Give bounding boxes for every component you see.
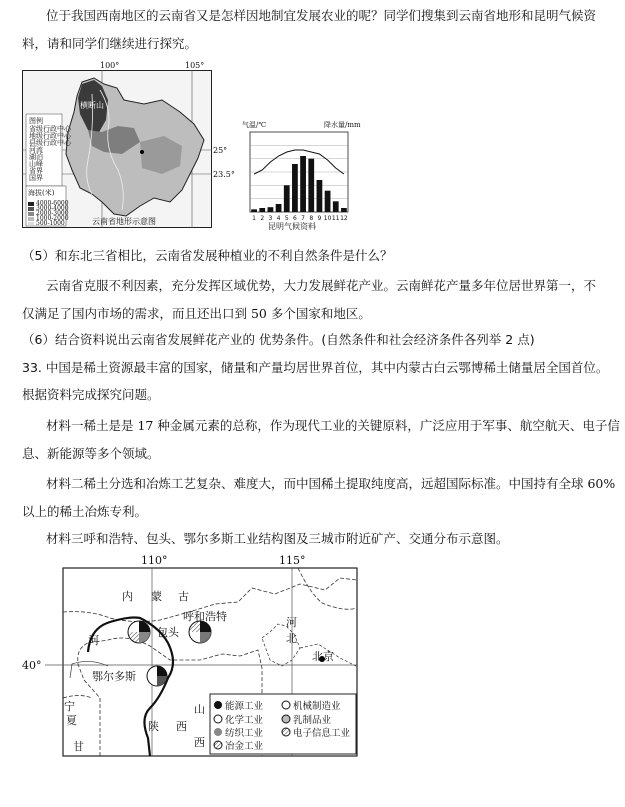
material-2-line-1: 材料二稀土分选和冶炼工艺复杂、难度大，而中国稀土提取纯度高，远超国际标准。中国持有全球 60% <box>46 476 616 491</box>
province-label: 陕 <box>148 720 159 733</box>
legend-label: 化学工业 <box>225 715 264 726</box>
month-tick-label: 3 <box>268 215 273 222</box>
province-label: 西 <box>176 720 187 733</box>
lon-100-label: 100° <box>100 61 120 70</box>
q5-answer-line-2: 仅满足了国内市场的需求，而且还出口到 50 多个国家和地区。 <box>22 306 371 321</box>
province-label: 蒙 <box>151 590 162 603</box>
q6-question: （6）结合资料说出云南省发展鲜花产业的 优势条件。(自然条件和社会经济条件各列举 2 点) <box>22 332 535 347</box>
legend-title: 图例 <box>29 117 43 125</box>
material-3: 材料三呼和浩特、包头、鄂尔多斯工业结构图及三城市附近矿产、交通分布示意图。 <box>46 531 509 546</box>
elevation-item: 1000-2000 <box>36 215 69 222</box>
city-label-baotou: 包头 <box>157 626 179 639</box>
mountain-label: 横断山 <box>80 101 104 110</box>
province-label: 西 <box>194 736 205 749</box>
month-tick-label: 9 <box>317 215 322 222</box>
elevation-title: 海拔(米) <box>28 189 55 197</box>
intro-line-1: 位于我国西南地区的云南省又是怎样因地制宜发展农业的呢？同学们搜集到云南省地形和昆明气候资 <box>46 8 597 23</box>
q5-answer-line-1: 云南省克服不利因素，充分发挥区域优势，大力发展鲜花产业。云南鲜花产量多年位居世界第一，不 <box>46 278 597 293</box>
legend-item: 省界 <box>29 167 43 175</box>
kunming-chart-svg <box>232 128 367 232</box>
month-tick-label: 10 <box>323 215 332 222</box>
province-label: 夏 <box>66 714 77 727</box>
legend-label: 电子信息工业 <box>293 728 351 739</box>
industry-map <box>0 548 360 758</box>
province-label: 宁 <box>64 700 75 713</box>
lat-40-label: 40° <box>22 659 42 672</box>
yunnan-map-caption: 云南省地形示意图 <box>92 217 156 226</box>
month-tick-label: 6 <box>293 215 297 222</box>
month-tick-label: 12 <box>340 215 348 222</box>
elevation-item: 500-1000 <box>36 220 65 227</box>
legend-item: 山峰 <box>29 160 43 168</box>
legend-label: 乳制品业 <box>293 715 332 726</box>
elevation-item: 3000-4000 <box>36 205 69 212</box>
province-label: 古 <box>178 590 189 603</box>
chart-right-unit: 降水量/mm <box>324 121 361 129</box>
precip-bar <box>276 204 282 212</box>
province-label: 山 <box>194 703 205 716</box>
material-1-line-1: 材料一稀土是是 17 种金属元素的总称，作为现代工业的关键原料，广泛应用于军事、航空航天、电子信 <box>46 418 620 433</box>
lon-115-label: 115° <box>279 554 306 567</box>
legend-item: 地级行政中心 <box>29 132 71 140</box>
legend-item: 湖泊 <box>29 153 43 161</box>
material-2-line-2: 以上的稀土冶炼专利。 <box>22 504 148 519</box>
intro-line-2: 料，请和同学们继续进行探究。 <box>22 36 198 51</box>
precip-bar <box>300 156 306 212</box>
province-label: 甘 <box>73 740 84 753</box>
province-label: 河 <box>286 616 297 629</box>
yunnan-terrain-map <box>22 61 235 228</box>
q33-line-2: 根据资料完成探究问题。 <box>22 387 160 402</box>
legend-item: 县级行政中心 <box>29 139 71 147</box>
precip-bar <box>333 201 339 212</box>
legend-label: 纺织工业 <box>225 728 264 739</box>
material-1-line-2: 息、新能源等多个领域。 <box>22 446 160 461</box>
province-label: 河 <box>88 634 99 647</box>
lon-110-label: 110° <box>141 554 168 567</box>
elevation-item: 2000-3000 <box>36 210 69 217</box>
legend-item: 国界 <box>29 174 43 182</box>
legend-label: 能源工业 <box>225 701 264 712</box>
lat-23-5-label: 23.5° <box>213 170 235 179</box>
lat-25-label: 25° <box>213 146 228 155</box>
month-tick-label: 7 <box>301 215 305 222</box>
month-tick-label: 5 <box>284 215 289 222</box>
kunming-climate-chart <box>232 120 367 232</box>
chart-left-unit: 气温/℃ <box>242 121 267 129</box>
precip-bar <box>268 207 274 212</box>
legend-item: 河流 <box>29 146 43 154</box>
lon-105-label: 105° <box>185 61 205 70</box>
legend-label: 冶金工业 <box>225 741 264 752</box>
month-tick-label: 11 <box>331 215 340 222</box>
elevation-item: 4000-6000 <box>36 200 69 207</box>
province-label: 内 <box>122 590 133 603</box>
q5-question: （5）和东北三省相比，云南省发展种植业的不利自然条件是什么？ <box>22 248 393 263</box>
legend-label: 机械制造业 <box>293 701 341 712</box>
month-tick-label: 2 <box>260 215 265 222</box>
precip-bar <box>325 191 331 212</box>
precip-bar <box>259 208 265 212</box>
precip-bar <box>317 180 323 212</box>
province-label: 北 <box>286 632 297 645</box>
precip-bar <box>292 164 298 212</box>
precip-bar <box>284 185 290 212</box>
city-label-beijing: 北京 <box>312 650 334 663</box>
precip-bar <box>341 208 347 212</box>
kunming-chart-caption: 昆明气候资料 <box>268 222 316 231</box>
q33-line-1: 33. 中国是稀土资源最丰富的国家，储量和产量均居世界首位，其中内蒙古白云鄂博稀土储量居全国首位。 <box>22 360 609 375</box>
precip-bar <box>251 209 257 212</box>
legend-item: 省级行政中心 <box>29 125 71 133</box>
city-label-ordos: 鄂尔多斯 <box>92 670 136 683</box>
precip-bar <box>308 159 314 212</box>
month-tick-label: 1 <box>252 215 256 222</box>
month-tick-label: 8 <box>309 215 314 222</box>
city-label-huhehaote: 呼和浩特 <box>183 610 227 623</box>
month-tick-label: 4 <box>276 215 281 222</box>
